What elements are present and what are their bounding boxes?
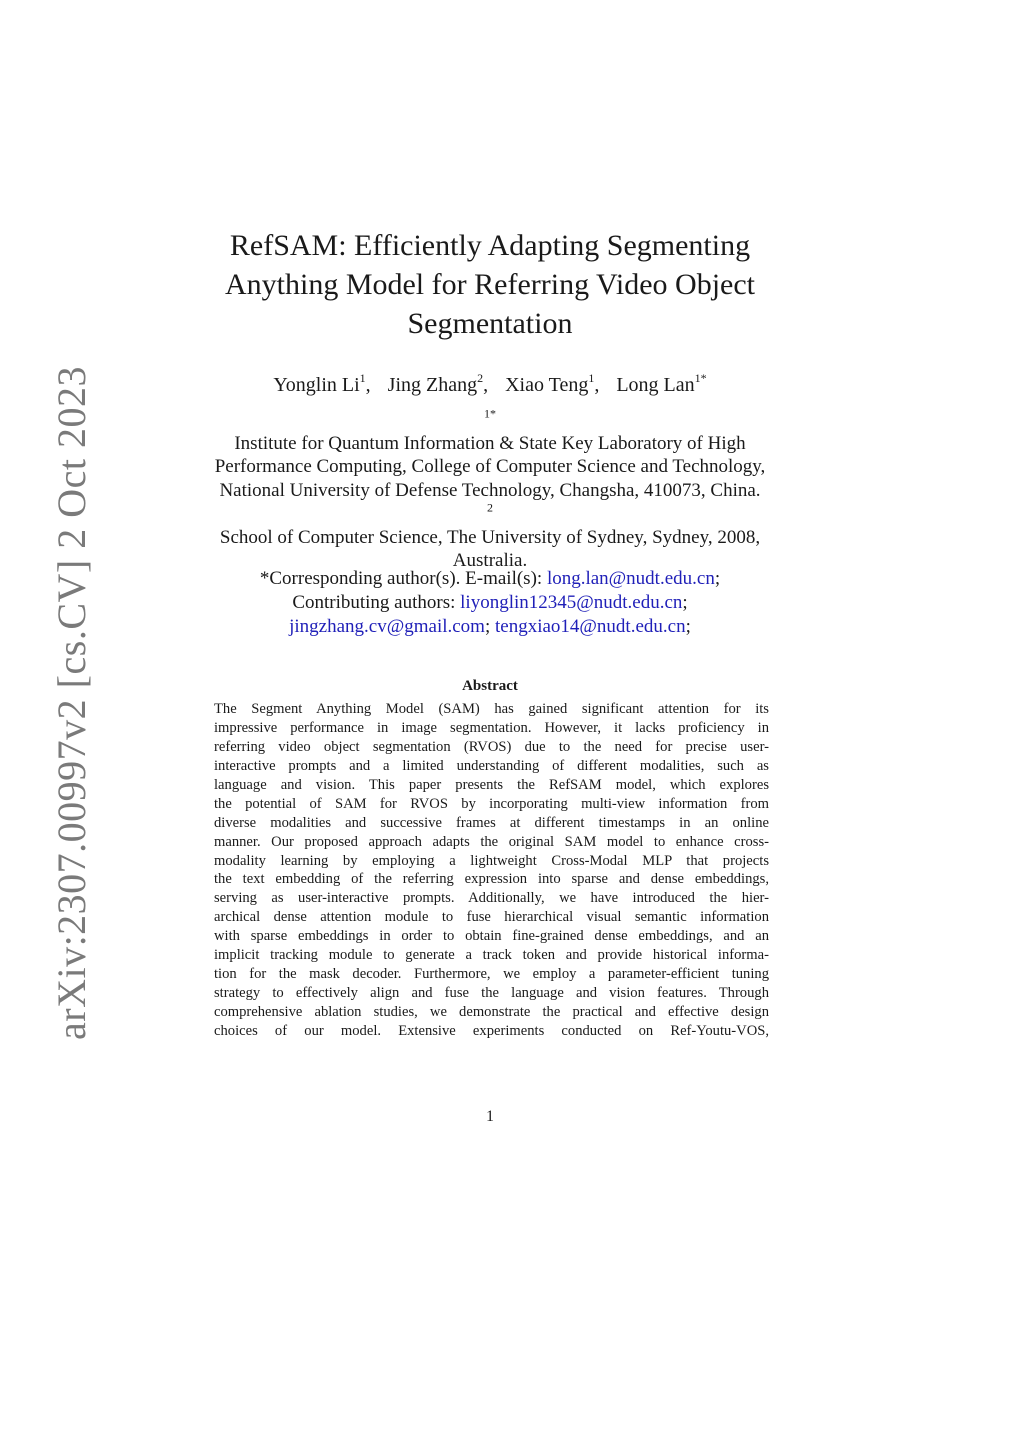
affiliation-line: Performance Computing, College of Computer Science and Technology, <box>214 456 766 477</box>
author-name: Xiao Teng <box>505 374 589 396</box>
abstract-line: serving as user-interactive prompts. Additionally, we have introduced the hier- <box>214 890 769 907</box>
corresponding-line <box>190 567 790 591</box>
abstract-line: strategy to effectively align and fuse the language and vision features. Through <box>214 985 769 1002</box>
author-name: Jing Zhang <box>387 374 478 396</box>
affiliation-mark: 2 <box>487 500 493 515</box>
contributing-line <box>190 615 790 639</box>
contributing-email-link[interactable]: liyonglin12345@nudt.edu.cn <box>460 592 683 613</box>
affiliation-line <box>190 502 790 549</box>
author <box>616 371 707 396</box>
author-name: Long Lan <box>616 374 695 396</box>
author-affil-mark: 1 <box>359 371 366 386</box>
page-number: 1 <box>486 1108 494 1125</box>
affiliation-text: School of Computer Science, The University of Sydney, Sydney, 2008, <box>219 526 761 548</box>
title-line: RefSAM: Efficiently Adapting Segmenting <box>229 229 751 262</box>
abstract-line: modality learning by employing a lightweight Cross-Modal MLP that projects <box>214 852 769 869</box>
separator: ; <box>714 568 721 589</box>
separator: ; <box>685 616 691 637</box>
separator: ; <box>484 616 491 637</box>
abstract-line: language and vision. This paper presents the RefSAM model, which explores <box>214 776 769 793</box>
abstract-line: the potential of SAM for RVOS by incorporating multi-view information from <box>214 795 769 812</box>
contributing-email-link[interactable]: tengxiao14@nudt.edu.cn <box>495 616 686 637</box>
author-list <box>190 371 790 399</box>
author: Jing Zhang$^2$, <box>387 371 489 396</box>
abstract-line: manner. Our proposed approach adapts the original SAM model to enhance cross- <box>214 833 769 850</box>
contributing-email-link[interactable]: jingzhang.cv@gmail.com <box>289 616 485 637</box>
author: Yonglin Li$^1$, <box>273 371 371 396</box>
abstract-line: implicit tracking module to generate a track token and provide historical informa- <box>214 947 769 964</box>
author: Xiao Teng$^1$, <box>505 371 600 396</box>
abstract-line: the text embedding of the referring expression into sparse and dense embeddings, <box>214 871 769 888</box>
corresponding-label: *Corresponding author(s). E-mail(s): <box>259 568 547 589</box>
author-affil-mark: 2 <box>477 371 484 386</box>
contributing-label: Contributing authors: <box>292 592 461 613</box>
title-line: Anything Model for Referring Video Object <box>224 268 756 301</box>
abstract-line: choices of our model. Extensive experiments conducted on Ref-Youtu-VOS, <box>214 1022 769 1039</box>
correspondence <box>190 567 790 639</box>
abstract-line: archical dense attention module to fuse hierarchical visual semantic information <box>214 909 769 926</box>
abstract-line: diverse modalities and successive frames at different timestamps in an online <box>214 814 769 831</box>
author-affil-mark: 1* <box>694 371 707 386</box>
separator: ; <box>682 592 688 613</box>
abstract-line: with sparse embeddings in order to obtain fine-grained dense embeddings, and an <box>214 928 769 945</box>
abstract-line: referring video object segmentation (RVOS) due to the need for precise user- <box>214 738 769 755</box>
author-name: Yonglin Li <box>273 374 360 396</box>
affiliation-line: National University of Defense Technology, Changsha, 410073, China. <box>219 479 761 501</box>
author-affil-mark: 1 <box>588 371 595 386</box>
abstract-line: interactive prompts and a limited understanding of different modalities, such as <box>214 757 769 774</box>
abstract-body <box>214 700 769 1041</box>
abstract-line: impressive performance in image segmentation. However, it lacks proficiency in <box>214 719 769 736</box>
abstract-heading: Abstract <box>462 678 518 694</box>
affiliation-mark: 1* <box>484 406 496 421</box>
affiliation-line <box>190 408 790 455</box>
corresponding-email-link[interactable]: long.lan@nudt.edu.cn <box>546 568 715 589</box>
abstract-line: comprehensive ablation studies, we demonstrate the practical and effective design <box>214 1004 769 1020</box>
paper-title <box>190 226 790 343</box>
affiliations <box>190 408 790 573</box>
affiliation-text: Institute for Quantum Information & State Key Laboratory of High <box>234 432 746 454</box>
arxiv-identifier: arXiv:2307.00997v2 [cs.CV] 2 Oct 2023 <box>49 366 94 1040</box>
abstract-line: The Segment Anything Model (SAM) has gained significant attention for its <box>214 701 769 717</box>
abstract-line: tion for the mask decoder. Furthermore, we employ a parameter-efficient tuning <box>214 966 769 983</box>
title-line: Segmentation <box>407 307 573 340</box>
affiliation-line: Australia. <box>452 550 528 571</box>
contributing-line <box>190 591 790 615</box>
